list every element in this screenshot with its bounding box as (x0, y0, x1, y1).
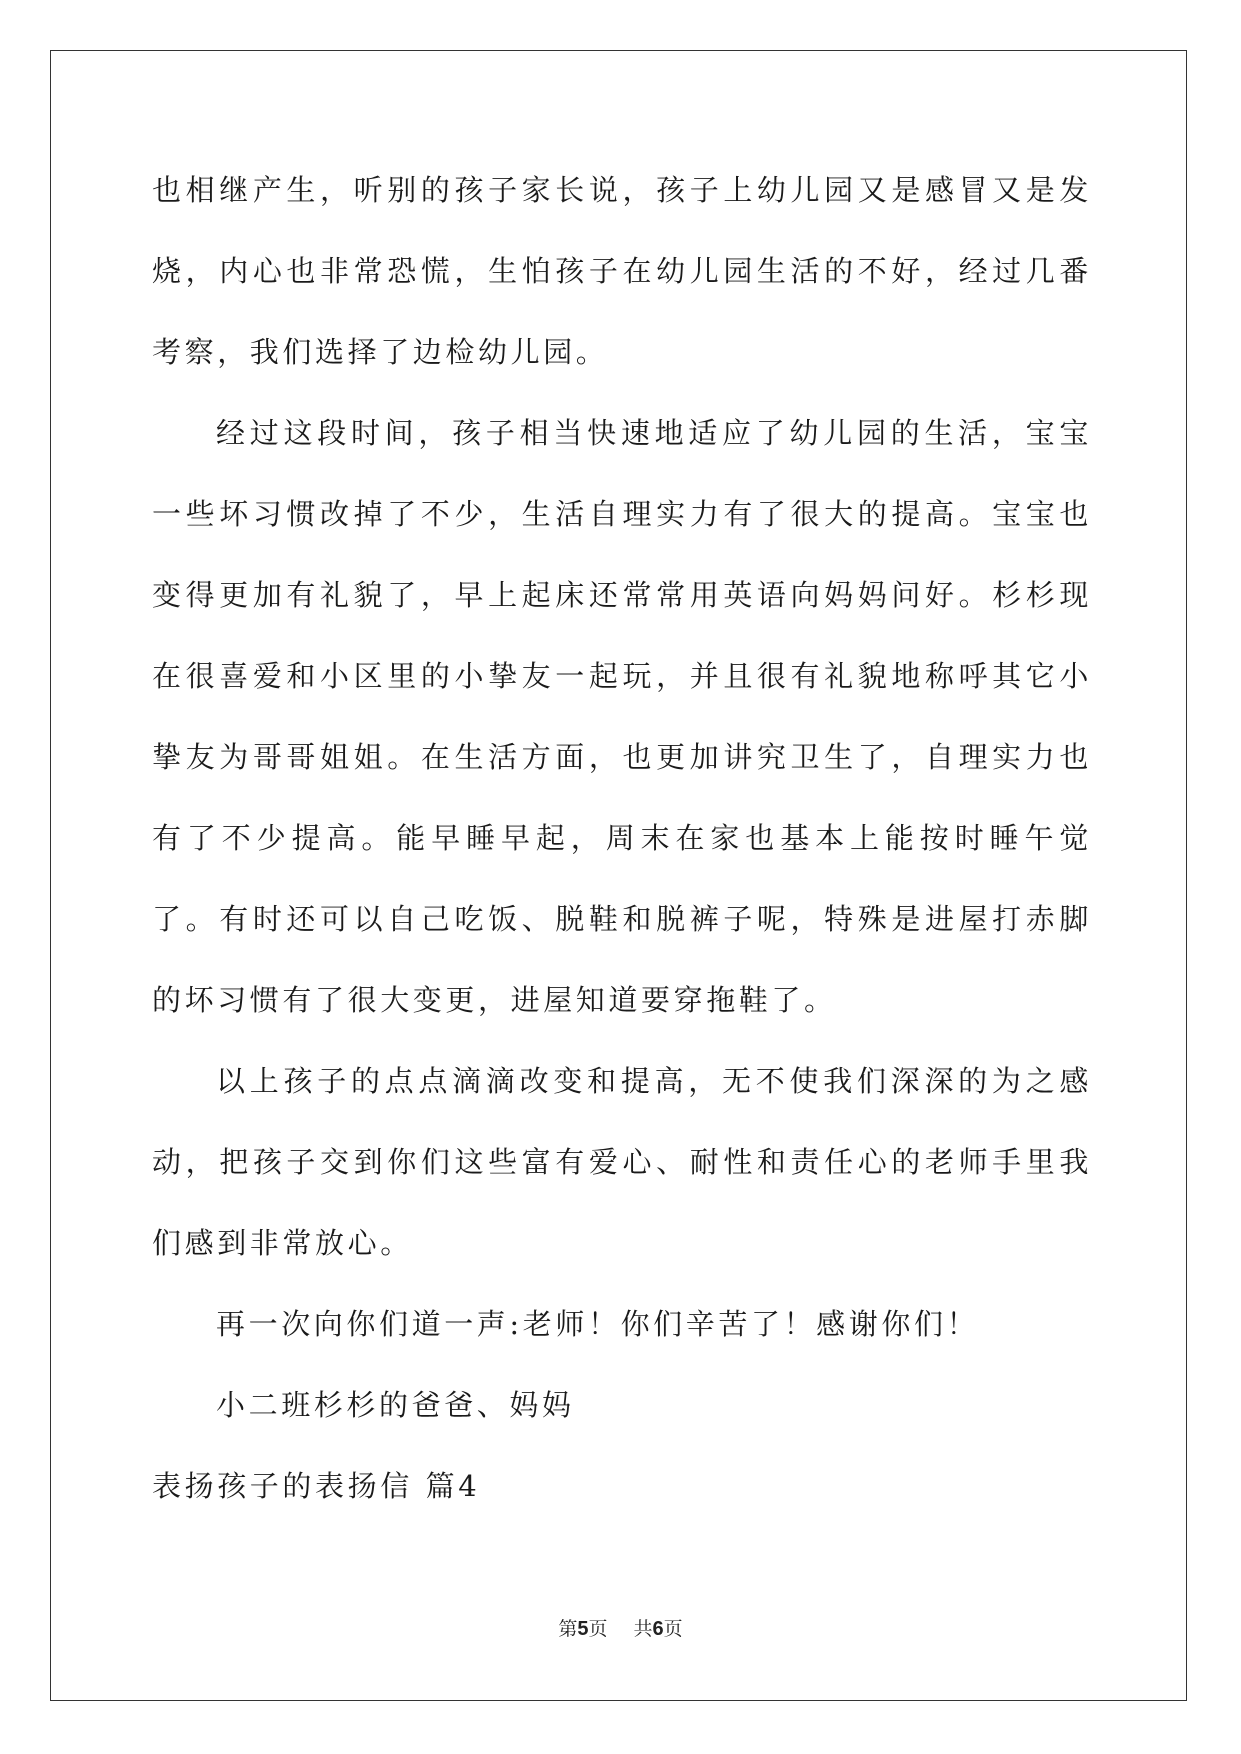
page-suffix: 页 (588, 1618, 608, 1640)
paragraph-2: 经过这段时间，孩子相当快速地适应了幼儿园的生活，宝宝一些坏习惯改掉了不少，生活自理实力有了很大的提高。宝宝也变得更加有礼貌了，早上起床还常常用英语向妈妈问好。杉杉现在很喜爱和小区里的小挚友一起玩，并且很有礼貌地称呼其它小挚友为哥哥姐姐。在生活方面，也更加讲究卫生了，自理实力也有了不少提高。能早睡早起，周末在家也基本上能按时睡午觉了。有时还可以自己吃饭、脱鞋和脱裤子呢，特殊是进屋打赤脚的坏习惯有了很大变更，进屋知道要穿拖鞋了。 (152, 416, 1092, 1017)
total-pages-number: 6 (652, 1618, 664, 1640)
document-body (152, 150, 1092, 1527)
current-page-number: 5 (577, 1618, 589, 1640)
paragraph-4: 再一次向你们道一声:老师！你们辛苦了！感谢你们！ (216, 1307, 980, 1341)
section-heading: 表扬孩子的表扬信 篇4 (152, 1469, 481, 1503)
page-footer (0, 1614, 1241, 1641)
paragraph-3: 以上孩子的点点滴滴改变和提高，无不使我们深深的为之感动，把孩子交到你们这些富有爱心、耐性和责任心的老师手里我们感到非常放心。 (152, 1064, 1092, 1260)
page-prefix: 第 (558, 1618, 578, 1640)
signature-line: 小二班杉杉的爸爸、妈妈 (216, 1388, 575, 1422)
total-prefix: 共 (633, 1618, 653, 1640)
paragraph-1: 也相继产生，听别的孩子家长说，孩子上幼儿园又是感冒又是发烧，内心也非常恐慌，生怕孩子在幼儿园生活的不好，经过几番考察，我们选择了边检幼儿园。 (152, 173, 1092, 369)
total-suffix: 页 (663, 1618, 683, 1640)
